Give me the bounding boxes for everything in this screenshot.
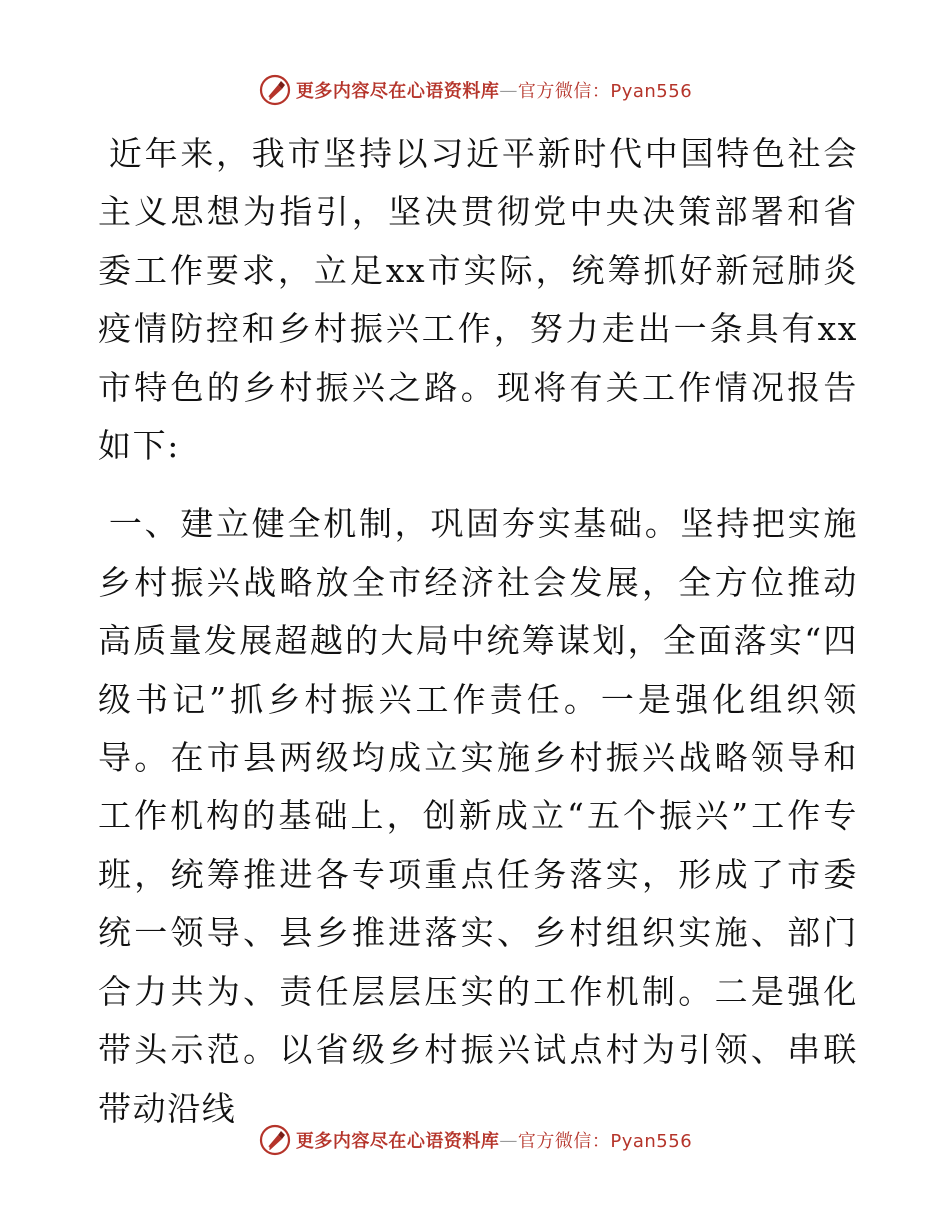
pen-nib-circle-icon bbox=[258, 73, 292, 107]
watermark-separator: — bbox=[499, 79, 518, 101]
document-body bbox=[98, 125, 858, 1138]
pen-nib-circle-icon bbox=[258, 1123, 292, 1157]
watermark-separator: — bbox=[499, 1129, 518, 1151]
footer-watermark bbox=[0, 1120, 950, 1160]
watermark-main-text: 更多内容尽在心语资料库 bbox=[295, 81, 500, 102]
paragraph-section-one: 一、建立健全机制，巩固夯实基础。坚持把实施乡村振兴战略放全市经济社会发展，全方位推动高质量发展超越的大局中统筹谋划，全面落实“四级书记”抓乡村振兴工作责任。一是强化组织领导。在市县两级均成立实施乡村振兴战略领导和工作机构的基础上，创新成立“五个振兴”工作专班，统筹推进各专项重点任务落实，形成了市委统一领导、县乡推进落实、乡村组织实施、部门合力共为、责任层层压实的工作机制。二是强化带头示范。以省级乡村振兴试点村为引领、串联带动沿线 bbox=[98, 504, 858, 1128]
watermark-wechat-text: 官方微信：Pyan556 bbox=[517, 1131, 693, 1152]
watermark-wechat-text: 官方微信：Pyan556 bbox=[517, 81, 693, 102]
paragraph-intro: 近年来，我市坚持以习近平新时代中国特色社会主义思想为指引，坚决贯彻党中央决策部署和省委工作要求，立足xx市实际，统筹抓好新冠肺炎疫情防控和乡村振兴工作，努力走出一条具有xx市特色的乡村振兴之路。现将有关工作情况报告如下: bbox=[98, 134, 858, 466]
header-watermark bbox=[0, 70, 950, 110]
watermark-main-text: 更多内容尽在心语资料库 bbox=[295, 1131, 500, 1152]
